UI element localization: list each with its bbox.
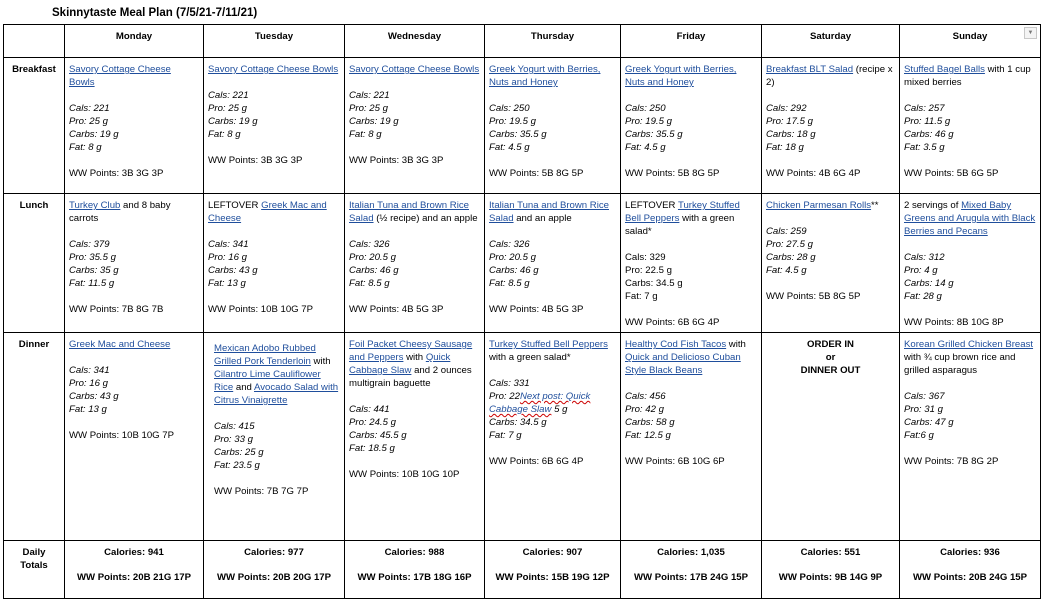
carbs: Carbs: 35.5 g (489, 129, 547, 140)
recipe-joiner: with (403, 352, 426, 363)
totals-monday-cell (65, 541, 204, 599)
recipe-note: ** (871, 200, 879, 211)
dinner-friday-cell (621, 333, 762, 541)
recipe-note: with a green salad* (489, 352, 571, 363)
calories: Cals: 250 (489, 103, 530, 114)
carbs: Carbs: 47 g (904, 417, 954, 428)
ww-points: WW Points: 7B 7G 7P (214, 486, 309, 497)
total-ww-points: WW Points: 20B 24G 15P (912, 572, 1028, 583)
calories: Cals: 341 (208, 239, 249, 250)
protein: Pro: 22.5 g (625, 265, 672, 276)
recipe-link[interactable]: Savory Cottage Cheese Bowls (349, 64, 480, 75)
lunch-saturday-cell (762, 194, 900, 333)
recipe-link[interactable]: Italian Tuna and Brown Rice Salad (489, 200, 609, 224)
recipe-link[interactable]: Korean Grilled Chicken Breast (904, 339, 1034, 350)
carbs: Carbs: 43 g (208, 265, 258, 276)
breakfast-sunday-cell (900, 58, 1041, 194)
fat: Fat: 18 g (766, 142, 804, 153)
calories: Cals: 292 (766, 103, 807, 114)
recipe-link[interactable]: Chicken Parmesan Rolls (766, 200, 872, 211)
fat: Fat: 13 g (69, 404, 107, 415)
total-calories: Calories: 907 (522, 547, 583, 558)
day-header-friday: Friday (621, 25, 762, 58)
ww-points: WW Points: 5B 8G 5P (766, 291, 861, 302)
recipe-note: with ¾ cup brown rice and grilled asparagus (904, 352, 1016, 376)
ww-points: WW Points: 7B 8G 7B (69, 304, 164, 315)
fat: Fat: 8.5 g (349, 278, 390, 289)
recipe-note: and 2 ounces multigrain baguette (349, 365, 472, 389)
carbs: Carbs: 19 g (69, 129, 119, 140)
dinner-out-label: DINNER OUT (800, 365, 861, 376)
carbs: Carbs: 34.5 g (489, 417, 547, 428)
calories: Cals: 221 (69, 103, 110, 114)
carbs: Carbs: 43 g (69, 391, 119, 402)
dinner-row (4, 333, 1041, 541)
carbs: Carbs: 58 g (625, 417, 675, 428)
recipe-link[interactable]: Avocado Salad with Citrus Vinaigrette (214, 382, 339, 406)
ww-points: WW Points: 6B 6G 4P (489, 456, 584, 467)
carbs: Carbs: 35 g (69, 265, 119, 276)
fat: Fat: 8.5 g (489, 278, 530, 289)
ww-points: WW Points: 4B 5G 3P (349, 304, 444, 315)
totals-wednesday-cell (345, 541, 485, 599)
carbs: Carbs: 28 g (766, 252, 816, 263)
recipe-link[interactable]: Quick and Delicioso Cuban Style Black Beans (625, 352, 741, 376)
total-calories: Calories: 551 (800, 547, 861, 558)
protein: Pro: 16 g (69, 378, 108, 389)
total-ww-points: WW Points: 17B 18G 16P (357, 572, 472, 583)
fat: Fat:6 g (904, 430, 934, 441)
calories: Cals: 326 (349, 239, 390, 250)
protein: Pro: 16 g (208, 252, 247, 263)
calories: Cals: 221 (349, 90, 390, 101)
daily-totals-row (4, 541, 1041, 599)
lunch-friday-cell (621, 194, 762, 333)
recipe-prefix: LEFTOVER (208, 200, 262, 211)
breakfast-wednesday-cell (345, 58, 485, 194)
recipe-prefix: LEFTOVER (625, 200, 678, 211)
ww-points: WW Points: 8B 10G 8P (904, 317, 1004, 328)
meal-plan-table (3, 24, 1041, 599)
protein: Pro: 17.5 g (766, 116, 813, 127)
header-row (4, 25, 1041, 58)
recipe-link[interactable]: Greek Yogurt with Berries, Nuts and Honey (489, 64, 601, 88)
protein: Pro: 25 g (69, 116, 108, 127)
breakfast-tuesday-cell (204, 58, 345, 194)
calories: Cals: 259 (766, 226, 807, 237)
recipe-joiner: with (310, 356, 331, 367)
ww-points: WW Points: 3B 3G 3P (208, 155, 303, 166)
protein: Pro: 24.5 g (349, 417, 396, 428)
carbs: Carbs: 34.5 g (625, 278, 683, 289)
corner-cell (4, 25, 65, 58)
recipe-note: (recipe x 2) (766, 64, 893, 88)
recipe-note: with a green salad* (625, 213, 735, 237)
protein: Pro: 19.5 g (625, 116, 672, 127)
total-ww-points: WW Points: 20B 21G 17P (76, 572, 192, 583)
dinner-wednesday-cell (345, 333, 485, 541)
carbs: Carbs: 46 g (349, 265, 399, 276)
protein: Pro: 20.5 g (489, 252, 536, 263)
totals-saturday-cell (762, 541, 900, 599)
recipe-joiner: and (233, 382, 255, 393)
recipe-note: with 1 cup mixed berries (904, 64, 1031, 88)
ww-points: WW Points: 6B 10G 6P (625, 456, 725, 467)
total-calories: Calories: 941 (104, 547, 164, 558)
dropdown-filter-icon[interactable]: ▼ (1024, 27, 1037, 39)
carbs: Carbs: 35.5 g (625, 129, 683, 140)
recipe-link[interactable]: Savory Cottage Cheese Bowls (208, 64, 339, 75)
protein-value: Pro: 22 (489, 391, 520, 402)
totals-friday-cell (621, 541, 762, 599)
protein: Pro: 11.5 g (904, 116, 951, 127)
total-calories: Calories: 977 (244, 547, 304, 558)
recipe-prefix: 2 servings of (904, 200, 962, 211)
totals-thursday-cell (485, 541, 621, 599)
carbs: Carbs: 46 g (904, 129, 954, 140)
calories: Cals: 331 (489, 378, 530, 389)
row-header-daily-totals (4, 541, 65, 599)
fat: Fat: 4.5 g (625, 142, 666, 153)
protein: Pro: 19.5 g (489, 116, 536, 127)
recipe-link[interactable]: Turkey Club (69, 200, 121, 211)
carbs: Carbs: 19 g (208, 116, 258, 127)
breakfast-row (4, 58, 1041, 194)
total-ww-points: WW Points: 15B 19G 12P (495, 572, 610, 583)
recipe-link[interactable]: Mexican Adobo Rubbed Grilled Pork Tenderloin (214, 343, 316, 367)
calories: Cals: 257 (904, 103, 945, 114)
protein: Pro: 35.5 g (69, 252, 116, 263)
protein: Pro: 4 g (904, 265, 938, 276)
carbs: Carbs: 18 g (766, 129, 816, 140)
calories: Cals: 221 (208, 90, 249, 101)
fat: Fat: 3.5 g (904, 142, 945, 153)
fat: Fat: 4.5 g (766, 265, 807, 276)
total-ww-points: WW Points: 17B 24G 15P (633, 572, 749, 583)
calories: Cals: 415 (214, 421, 255, 432)
fat: Fat: 11.5 g (69, 278, 115, 289)
lunch-monday-cell (65, 194, 204, 333)
row-header-lunch: Lunch (4, 194, 65, 333)
calories: Cals: 341 (69, 365, 110, 376)
calories: Cals: 441 (349, 404, 390, 415)
dinner-tuesday-cell (204, 333, 345, 541)
recipe-link[interactable]: Greek Mac and Cheese (208, 200, 327, 224)
fat: Fat: 23.5 g (214, 460, 260, 471)
total-ww-points: WW Points: 9B 14G 9P (778, 572, 883, 583)
recipe-link[interactable]: Stuffed Bagel Balls (904, 64, 985, 75)
row-header-breakfast: Breakfast (4, 58, 65, 194)
ww-points: WW Points: 3B 3G 3P (349, 155, 444, 166)
recipe-joiner: with (726, 339, 746, 350)
protein: Pro: 31 g (904, 404, 943, 415)
day-header-tuesday: Tuesday (204, 25, 345, 58)
day-header-monday: Monday (65, 25, 204, 58)
totals-tuesday-cell (204, 541, 345, 599)
protein: Pro: 42 g (625, 404, 664, 415)
calories: Cals: 329 (625, 252, 666, 263)
fat: Fat: 13 g (208, 278, 246, 289)
fat: Fat: 8 g (69, 142, 102, 153)
ww-points: WW Points: 10B 10G 10P (349, 469, 460, 480)
lunch-sunday-cell (900, 194, 1041, 333)
breakfast-friday-cell (621, 58, 762, 194)
protein: Pro: 20.5 g (349, 252, 396, 263)
totals-sunday-cell (900, 541, 1041, 599)
recipe-link[interactable]: Italian Tuna and Brown Rice Salad (349, 200, 469, 224)
calories: Cals: 456 (625, 391, 666, 402)
recipe-link[interactable]: Mixed Baby Greens and Arugula with Black Berries and Pecans (904, 200, 1036, 237)
carbs: Carbs: 46 g (489, 265, 539, 276)
recipe-link[interactable]: Breakfast BLT Salad (766, 64, 854, 75)
ww-points: WW Points: 10B 10G 7P (69, 430, 175, 441)
total-calories: Calories: 988 (384, 547, 445, 558)
protein: Pro: 33 g (214, 434, 253, 445)
day-header-sunday: Sunday (900, 25, 1041, 58)
dinner-thursday-cell (485, 333, 621, 541)
fat: Fat: 8 g (208, 129, 241, 140)
calories: Cals: 326 (489, 239, 530, 250)
recipe-note: (½ recipe) and an apple (373, 213, 478, 224)
dinner-monday-cell (65, 333, 204, 541)
ww-points: WW Points: 5B 8G 5P (625, 168, 720, 179)
ww-points: WW Points: 7B 8G 2P (904, 456, 999, 467)
recipe-note: and an apple (513, 213, 572, 224)
day-header-wednesday: Wednesday (345, 25, 485, 58)
ww-points: WW Points: 5B 6G 5P (904, 168, 999, 179)
protein-unit: 5 g (551, 404, 568, 415)
recipe-link[interactable]: Cilantro Lime Cauliflower Rice (214, 369, 321, 393)
fat: Fat: 28 g (904, 291, 942, 302)
calories: Cals: 379 (69, 239, 110, 250)
recipe-note: and 8 baby carrots (69, 200, 171, 224)
lunch-row (4, 194, 1041, 333)
protein: Pro: 25 g (208, 103, 247, 114)
carbs: Carbs: 25 g (214, 447, 264, 458)
totals-label: Totals (20, 560, 48, 571)
ww-points: WW Points: 3B 3G 3P (69, 168, 164, 179)
fat: Fat: 4.5 g (489, 142, 530, 153)
day-header-saturday: Saturday (762, 25, 900, 58)
page-title: Skinnytaste Meal Plan (7/5/21-7/11/21) (52, 7, 258, 19)
calories: Cals: 250 (625, 103, 666, 114)
recipe-link[interactable]: Savory Cottage Cheese Bowls (69, 64, 171, 88)
dinner-saturday-cell (762, 333, 900, 541)
recipe-link[interactable]: Greek Yogurt with Berries, Nuts and Honey (625, 64, 737, 88)
recipe-link[interactable]: Quick Cabbage Slaw (349, 352, 451, 376)
next-post-link[interactable]: Next post: Quick Cabbage Slaw (489, 391, 591, 415)
protein (489, 390, 616, 416)
fat: Fat: 7 g (489, 430, 522, 441)
total-ww-points: WW Points: 20B 20G 17P (216, 572, 332, 583)
recipe-link[interactable]: Greek Mac and Cheese (69, 339, 171, 350)
carbs: Carbs: 19 g (349, 116, 399, 127)
calories: Cals: 367 (904, 391, 945, 402)
total-calories: Calories: 936 (940, 547, 1000, 558)
carbs: Carbs: 14 g (904, 278, 954, 289)
recipe-link[interactable]: Foil Packet Cheesy Sausage and Peppers (349, 339, 473, 363)
daily-label: Daily (22, 547, 46, 558)
lunch-wednesday-cell (345, 194, 485, 333)
breakfast-monday-cell (65, 58, 204, 194)
ww-points: WW Points: 10B 10G 7P (208, 304, 314, 315)
breakfast-thursday-cell (485, 58, 621, 194)
fat: Fat: 18.5 g (349, 443, 395, 454)
protein: Pro: 25 g (349, 103, 388, 114)
fat: Fat: 12.5 g (625, 430, 671, 441)
protein: Pro: 27.5 g (766, 239, 813, 250)
total-calories: Calories: 1,035 (657, 547, 725, 558)
dinner-sunday-cell (900, 333, 1041, 541)
lunch-tuesday-cell (204, 194, 345, 333)
or-label: or (825, 352, 836, 363)
ww-points: WW Points: 6B 6G 4P (625, 317, 720, 328)
lunch-thursday-cell (485, 194, 621, 333)
ww-points: WW Points: 4B 6G 4P (766, 168, 861, 179)
ww-points: WW Points: 4B 5G 3P (489, 304, 584, 315)
ww-points: WW Points: 5B 8G 5P (489, 168, 584, 179)
day-header-thursday: Thursday (485, 25, 621, 58)
recipe-link[interactable]: Healthy Cod Fish Tacos (625, 339, 727, 350)
fat: Fat: 7 g (625, 291, 658, 302)
row-header-dinner: Dinner (4, 333, 65, 541)
calories: Cals: 312 (904, 252, 945, 263)
breakfast-saturday-cell (762, 58, 900, 194)
recipe-link[interactable]: Turkey Stuffed Bell Peppers (489, 339, 608, 350)
fat: Fat: 8 g (349, 129, 382, 140)
recipe-link[interactable]: Turkey Stuffed Bell Peppers (625, 200, 740, 224)
order-in-label: ORDER IN (807, 339, 854, 350)
carbs: Carbs: 45.5 g (349, 430, 407, 441)
